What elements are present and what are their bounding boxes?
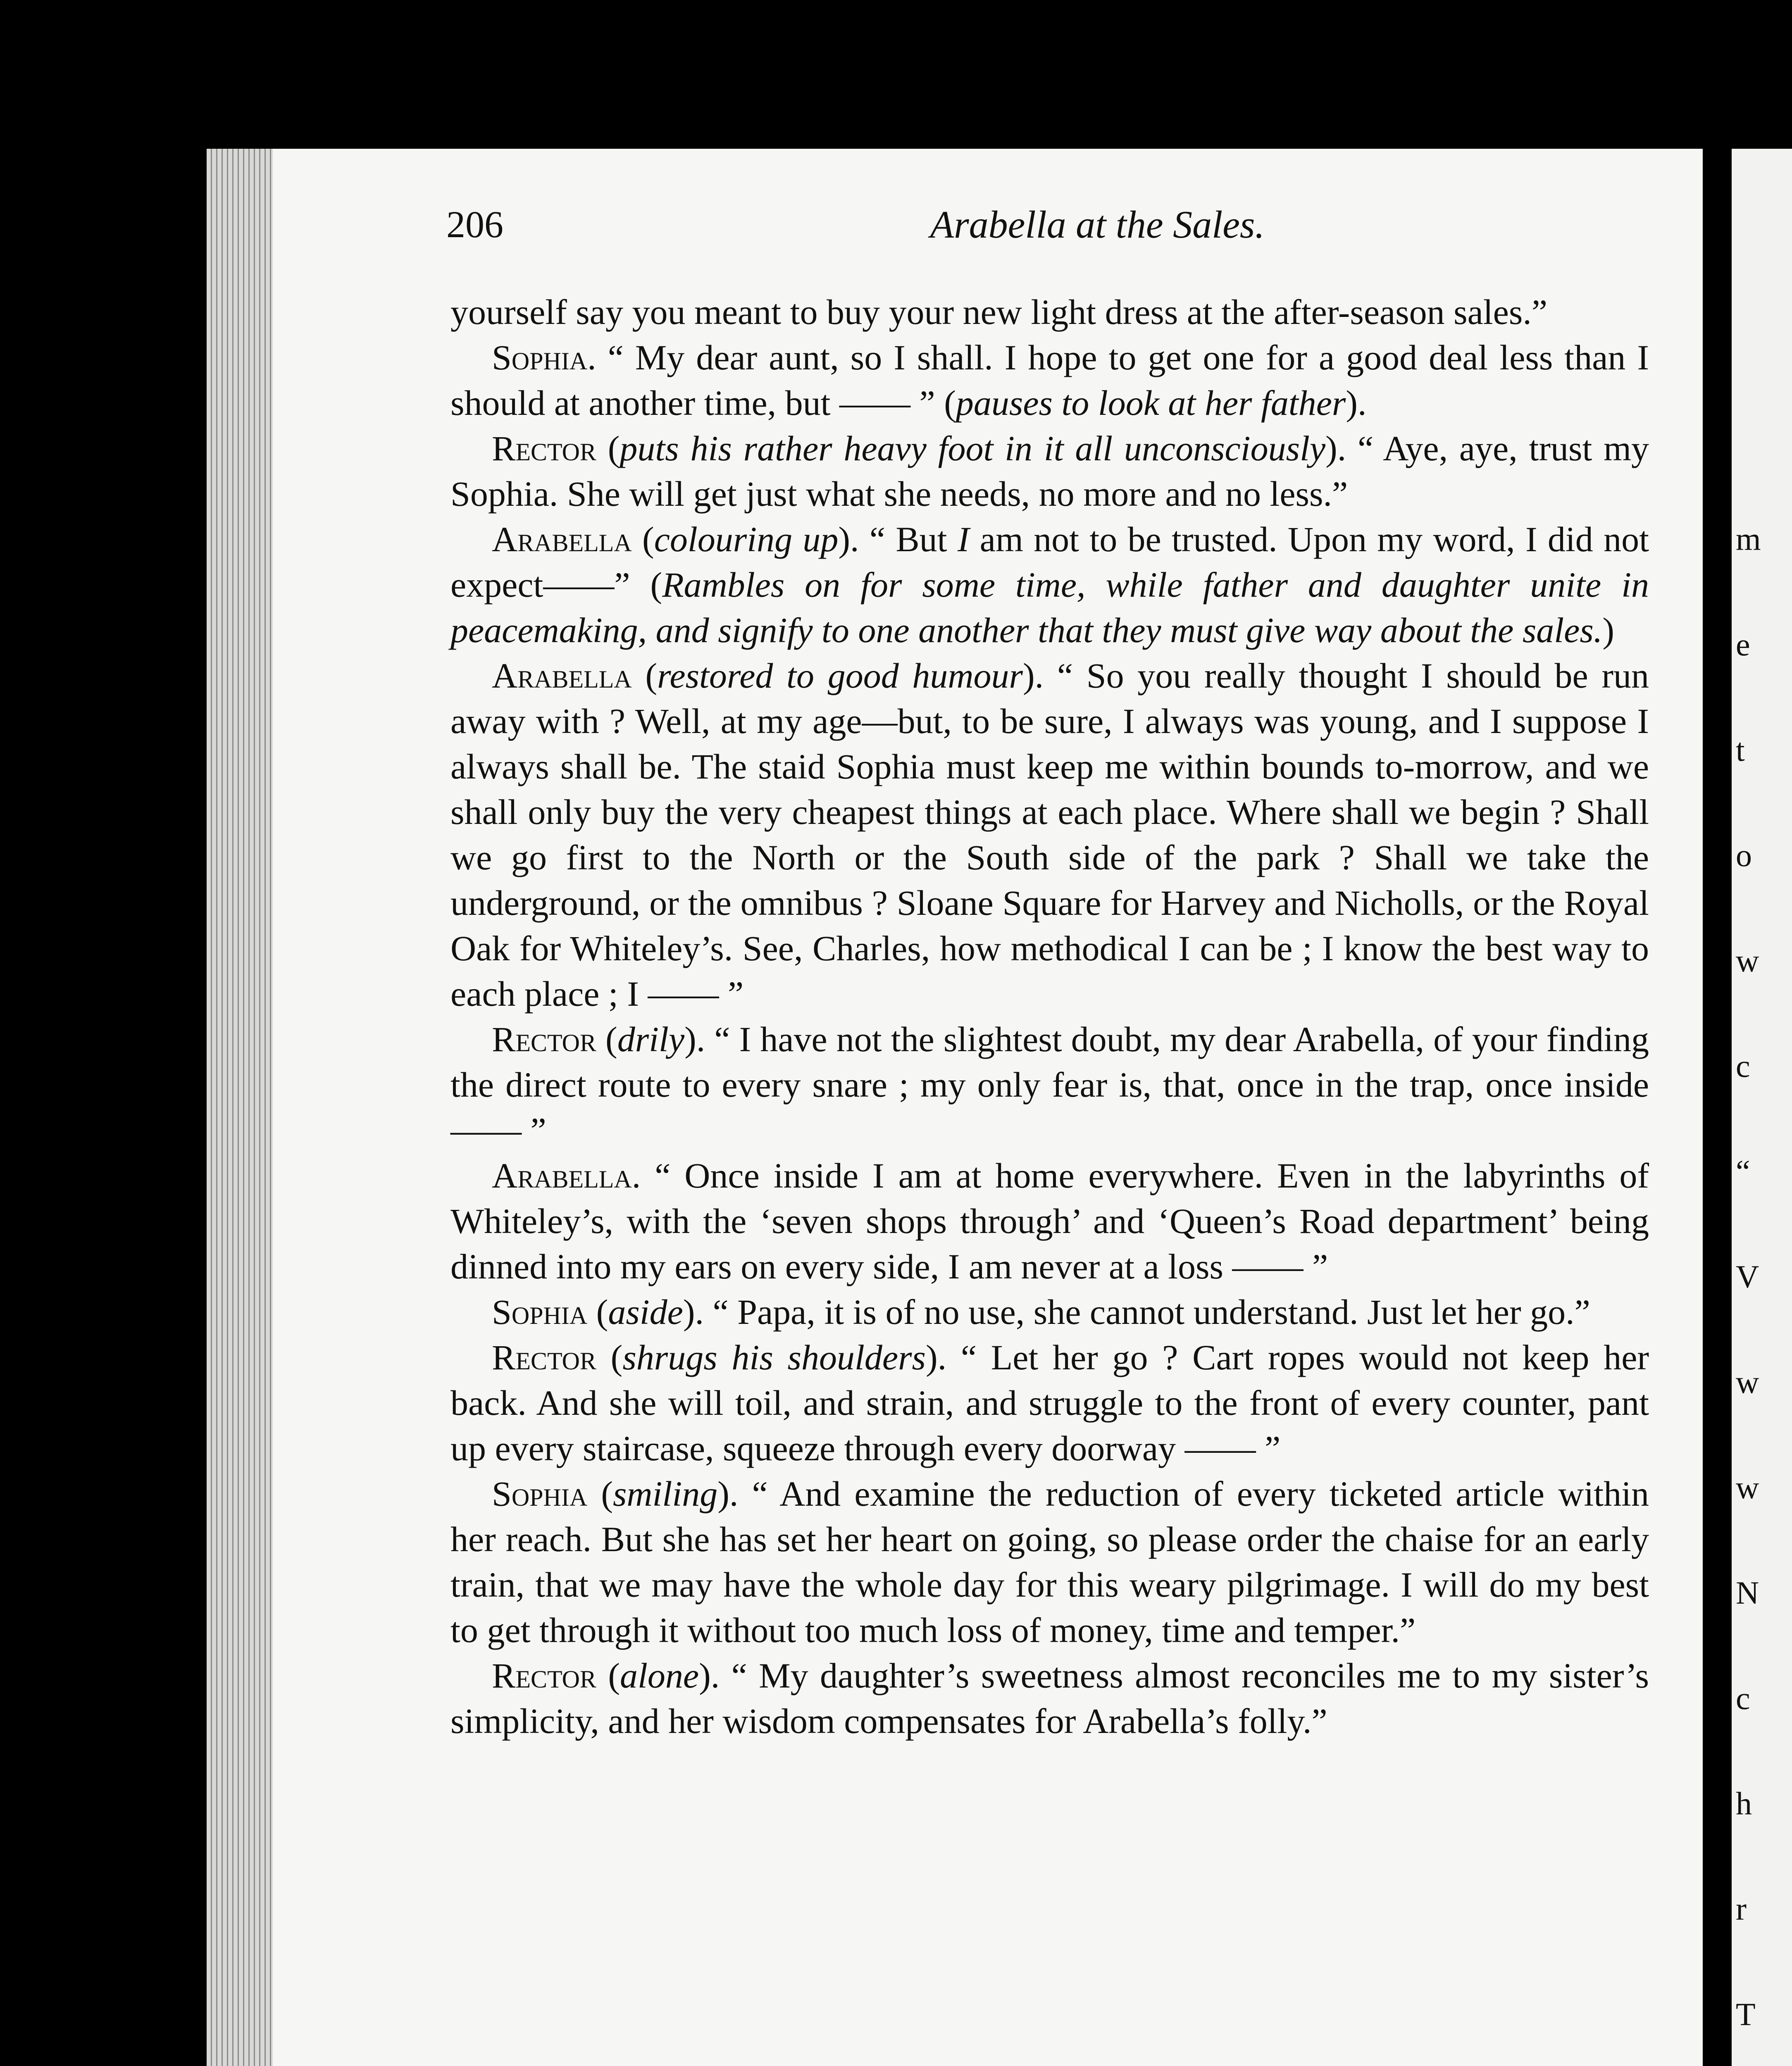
- stage-direction: drily: [617, 1019, 685, 1059]
- facing-page-letter: w: [1736, 943, 1759, 978]
- facing-page-letter: “: [1736, 1153, 1750, 1189]
- paragraph: [450, 426, 1649, 516]
- facing-page-letter: h: [1736, 1785, 1752, 1821]
- dialogue-text: (: [596, 1338, 623, 1377]
- facing-page-edge: [1732, 149, 1792, 2066]
- stage-direction: colouring up: [654, 519, 839, 559]
- paragraph: [450, 1289, 1649, 1335]
- stage-direction: alone: [620, 1656, 699, 1695]
- dialogue-text: ). “ Aye, aye, trust my Sophia. She will get just what she needs, no more and no less.”: [450, 428, 1649, 514]
- dialogue-text: (: [631, 519, 654, 559]
- paragraph: [450, 1471, 1649, 1653]
- dialogue-text: (: [596, 1019, 617, 1059]
- stage-direction: Rambles on for some time, while father and daughter unite in peacemaking, and signify to one another that they must give way about the sales.: [450, 565, 1649, 650]
- speaker-name: Rector: [492, 1019, 596, 1059]
- speaker-name: Arabella.: [492, 1156, 641, 1195]
- speaker-name: Rector: [492, 428, 596, 468]
- stage-direction: restored to good humour: [657, 656, 1023, 695]
- facing-page-letter: w: [1736, 1364, 1759, 1400]
- page-number: 206: [446, 203, 503, 245]
- paragraph: [450, 1016, 1649, 1153]
- paragraph: [450, 1153, 1649, 1289]
- dialogue-text: “ My dear aunt, so I shall. I hope to get one for a good deal less than I should at another time, but —— ” (: [450, 338, 1649, 423]
- facing-page-letter: m: [1736, 521, 1761, 557]
- facing-page-letter: T: [1736, 1996, 1756, 2032]
- dialogue-text: ): [1602, 610, 1614, 650]
- stage-direction: shrugs his shoulders: [622, 1338, 926, 1377]
- dialogue-text: (: [587, 1474, 613, 1514]
- dialogue-text: ). “ My daughter’s sweetness almost reconciles me to my sister’s simplicity, and her wisdom compensates for Arabella’s folly.”: [450, 1656, 1649, 1741]
- speaker-name: Sophia.: [492, 338, 596, 377]
- dialogue-text: (: [631, 656, 658, 695]
- paragraph: [450, 653, 1649, 1016]
- speaker-name: Sophia: [492, 1292, 588, 1332]
- dialogue-text: ). “ Papa, it is of no use, she cannot understand. Just let her go.”: [683, 1292, 1590, 1332]
- speaker-name: Arabella: [492, 519, 632, 559]
- stage-direction: pauses to look at her father: [956, 383, 1346, 423]
- facing-page-letter: c: [1736, 1680, 1750, 1716]
- body-text: [450, 289, 1649, 1744]
- paragraph: [450, 289, 1649, 335]
- speaker-name: Rector: [492, 1338, 596, 1377]
- facing-page-letter: t: [1736, 732, 1745, 768]
- stage-direction: smiling: [612, 1474, 718, 1514]
- paragraph: [450, 335, 1649, 426]
- dialogue-text: yourself say you meant to buy your new light dress at the after-season sales.”: [450, 292, 1547, 332]
- stage-direction: I: [957, 519, 970, 559]
- dialogue-text: ). “ And examine the reduction of every ticketed article within her reach. But she has set her heart on going, so please order the chaise for an early train, that we may have the whole day for this weary pilgrimage. I will do my best to get through it without too much loss of money, time and temper.”: [450, 1474, 1649, 1650]
- speaker-name: Arabella: [492, 656, 632, 695]
- dialogue-text: “ Once inside I am at home everywhere. Even in the labyrinths of Whiteley’s, with the ‘seven shops through’ and ‘Queen’s Road department’ being dinned into my ears on every side, I am never at a loss —— ”: [450, 1156, 1649, 1286]
- page-gutter-edges: [207, 149, 273, 2066]
- facing-page-letter: N: [1736, 1575, 1759, 1611]
- facing-page-letter: o: [1736, 837, 1752, 873]
- facing-page-letter: w: [1736, 1469, 1759, 1505]
- dialogue-text: ). “ So you really thought I should be run away with ? Well, at my age—but, to be sure, I always was young, and I suppose I always shall be. The staid Sophia must keep me within bounds to-morrow, and we shall only buy the very cheapest things at each place. Where shall we begin ? Shall we go first to the North or the South side of the park ? Shall we take the underground, or the omnibus ? Sloane Square for Harvey and Nicholls, or the Royal Oak for Whiteley’s. See, Charles, how methodical I can be ; I know the best way to each place ; I —— ”: [450, 656, 1649, 1014]
- dialogue-text: am not to be trusted. Upon my word, I did not expect——” (: [450, 519, 1649, 605]
- dialogue-text: ). “ Let her go ? Cart ropes would not keep her back. And she will toil, and strain, and struggle to the front of every counter, pant up every staircase, squeeze through every doorway —— ”: [450, 1338, 1649, 1468]
- facing-page-letter: c: [1736, 1048, 1750, 1084]
- running-header: [446, 202, 1265, 252]
- dialogue-text: (: [596, 1656, 620, 1695]
- facing-page-letter: V: [1736, 1259, 1759, 1295]
- facing-page-letter: r: [1736, 1891, 1747, 1927]
- dialogue-text: ).: [1346, 383, 1367, 423]
- dialogue-text: ). “ But: [838, 519, 958, 559]
- stage-direction: puts his rather heavy foot in it all unconsciously: [620, 428, 1326, 468]
- speaker-name: Sophia: [492, 1474, 588, 1514]
- dialogue-text: (: [596, 428, 620, 468]
- paragraph: [450, 516, 1649, 653]
- paragraph: [450, 1335, 1649, 1471]
- running-title: Arabella at the Sales.: [930, 203, 1265, 246]
- facing-page-letter: e: [1736, 626, 1750, 662]
- stage-direction: aside: [608, 1292, 683, 1332]
- dialogue-text: (: [587, 1292, 608, 1332]
- paragraph: [450, 1653, 1649, 1744]
- speaker-name: Rector: [492, 1656, 596, 1695]
- dialogue-text: ). “ I have not the slightest doubt, my dear Arabella, of your finding the direct route to every snare ; my only fear is, that, once in the trap, once inside —— ”: [450, 1019, 1649, 1150]
